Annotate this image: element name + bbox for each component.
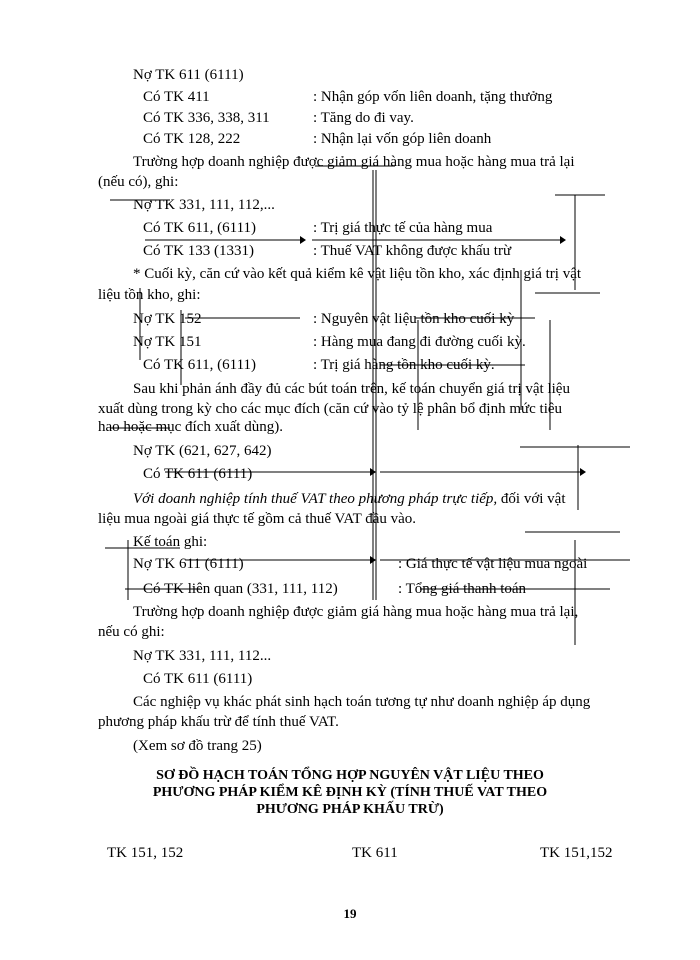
entry-description: : Tổng giá thanh toán	[398, 581, 527, 597]
entry-account: Nợ TK 151	[133, 334, 202, 350]
entry-account: Nợ TK 611 (6111)	[133, 556, 244, 572]
entry-description: : Thuế VAT không được khấu trừ	[313, 243, 512, 259]
entry-description: : Nhận góp vốn liên doanh, tặng thưởng	[313, 89, 553, 105]
paragraph-line: Trường hợp doanh nghiệp được giảm giá hàng mua hoặc hàng mua trả lại,	[133, 604, 579, 620]
entry-account: Có TK 336, 338, 311	[143, 110, 270, 126]
entry-description: : Trị giá hàng tồn kho cuối kỳ.	[313, 357, 495, 373]
entry-description: : Giá thực tế vật liệu mua ngoài	[398, 556, 588, 572]
entry-account: Có TK 411	[143, 89, 210, 105]
paragraph-line: Các nghiệp vụ khác phát sinh hạch toán tương tự như doanh nghiệp áp dụng	[133, 694, 591, 710]
heading-line: SƠ ĐỒ HẠCH TOÁN TỔNG HỢP NGUYÊN VẬT LIỆU THEO	[156, 768, 544, 783]
entry-description: : Trị giá thực tế của hàng mua	[313, 220, 493, 236]
paragraph-line: (nếu có), ghi:	[98, 174, 179, 190]
entry-line: Kế toán ghi:	[133, 534, 208, 550]
paragraph-continuation: đối với vật	[497, 491, 566, 507]
entry-description: : Tăng do đi vay.	[313, 110, 414, 126]
entry-account: Nợ TK 152	[133, 311, 202, 327]
paragraph-line: liệu mua ngoài giá thực tế gồm cả thuế VAT đầu vào.	[98, 511, 417, 527]
paragraph-line: xuất dùng trong kỳ cho các mục đích (căn cứ vào tỷ lệ phân bổ định mức tiêu	[98, 401, 563, 417]
entry-line: Nợ TK 611 (6111)	[133, 67, 244, 83]
entry-account: Có TK 128, 222	[143, 131, 241, 147]
paragraph-line: * Cuối kỳ, căn cứ vào kết quả kiểm kê vật liệu tồn kho, xác định giá trị vật	[133, 266, 582, 282]
cross-reference: (Xem sơ đồ trang 25)	[133, 738, 262, 754]
heading-line: PHƯƠNG PHÁP KHẤU TRỪ)	[256, 802, 444, 817]
paragraph-line: phương pháp khấu trừ để tính thuế VAT.	[98, 714, 339, 730]
entry-account: Có TK 611, (6111)	[143, 357, 257, 373]
entry-description: : Nguyên vật liệu tồn kho cuối kỳ	[313, 311, 515, 327]
entry-description: : Hàng mua đang đi đường cuối kỳ.	[313, 334, 526, 350]
italic-phrase: Với doanh nghiệp tính thuế VAT theo phương pháp trực tiếp,	[133, 491, 498, 507]
entry-account: Có TK 133 (1331)	[143, 243, 254, 259]
entry-line: Nợ TK (621, 627, 642)	[133, 443, 272, 459]
paragraph-line: hao hoặc mục đích xuất dùng).	[98, 419, 283, 435]
entry-account: Có TK 611, (6111)	[143, 220, 257, 236]
paragraph-line: liệu tồn kho, ghi:	[98, 287, 201, 303]
entry-line: Có TK 611 (6111)	[143, 466, 253, 482]
entry-line: Có TK 611 (6111)	[143, 671, 253, 687]
page-number: 19	[343, 906, 357, 921]
account-label-right: TK 151,152	[540, 845, 613, 861]
account-label-left: TK 151, 152	[107, 845, 184, 861]
entry-description: : Nhận lại vốn góp liên doanh	[313, 131, 492, 147]
account-label-middle: TK 611	[352, 845, 398, 861]
entry-line: Nợ TK 331, 111, 112...	[133, 648, 272, 664]
paragraph-line: nếu có ghi:	[98, 624, 165, 640]
paragraph-line	[133, 490, 566, 508]
heading-line: PHƯƠNG PHÁP KIỂM KÊ ĐỊNH KỲ (TÍNH THUẾ VAT THEO	[152, 785, 548, 800]
paragraph-line: Sau khi phản ánh đầy đủ các bút toán trên, kế toán chuyển giá trị vật liệu	[133, 381, 570, 397]
paragraph-line: Trường hợp doanh nghiệp được giảm giá hàng mua hoặc hàng mua trả lại	[133, 154, 575, 170]
entry-account: Có TK liên quan (331, 111, 112)	[143, 581, 338, 597]
entry-line: Nợ TK 331, 111, 112,...	[133, 197, 275, 213]
